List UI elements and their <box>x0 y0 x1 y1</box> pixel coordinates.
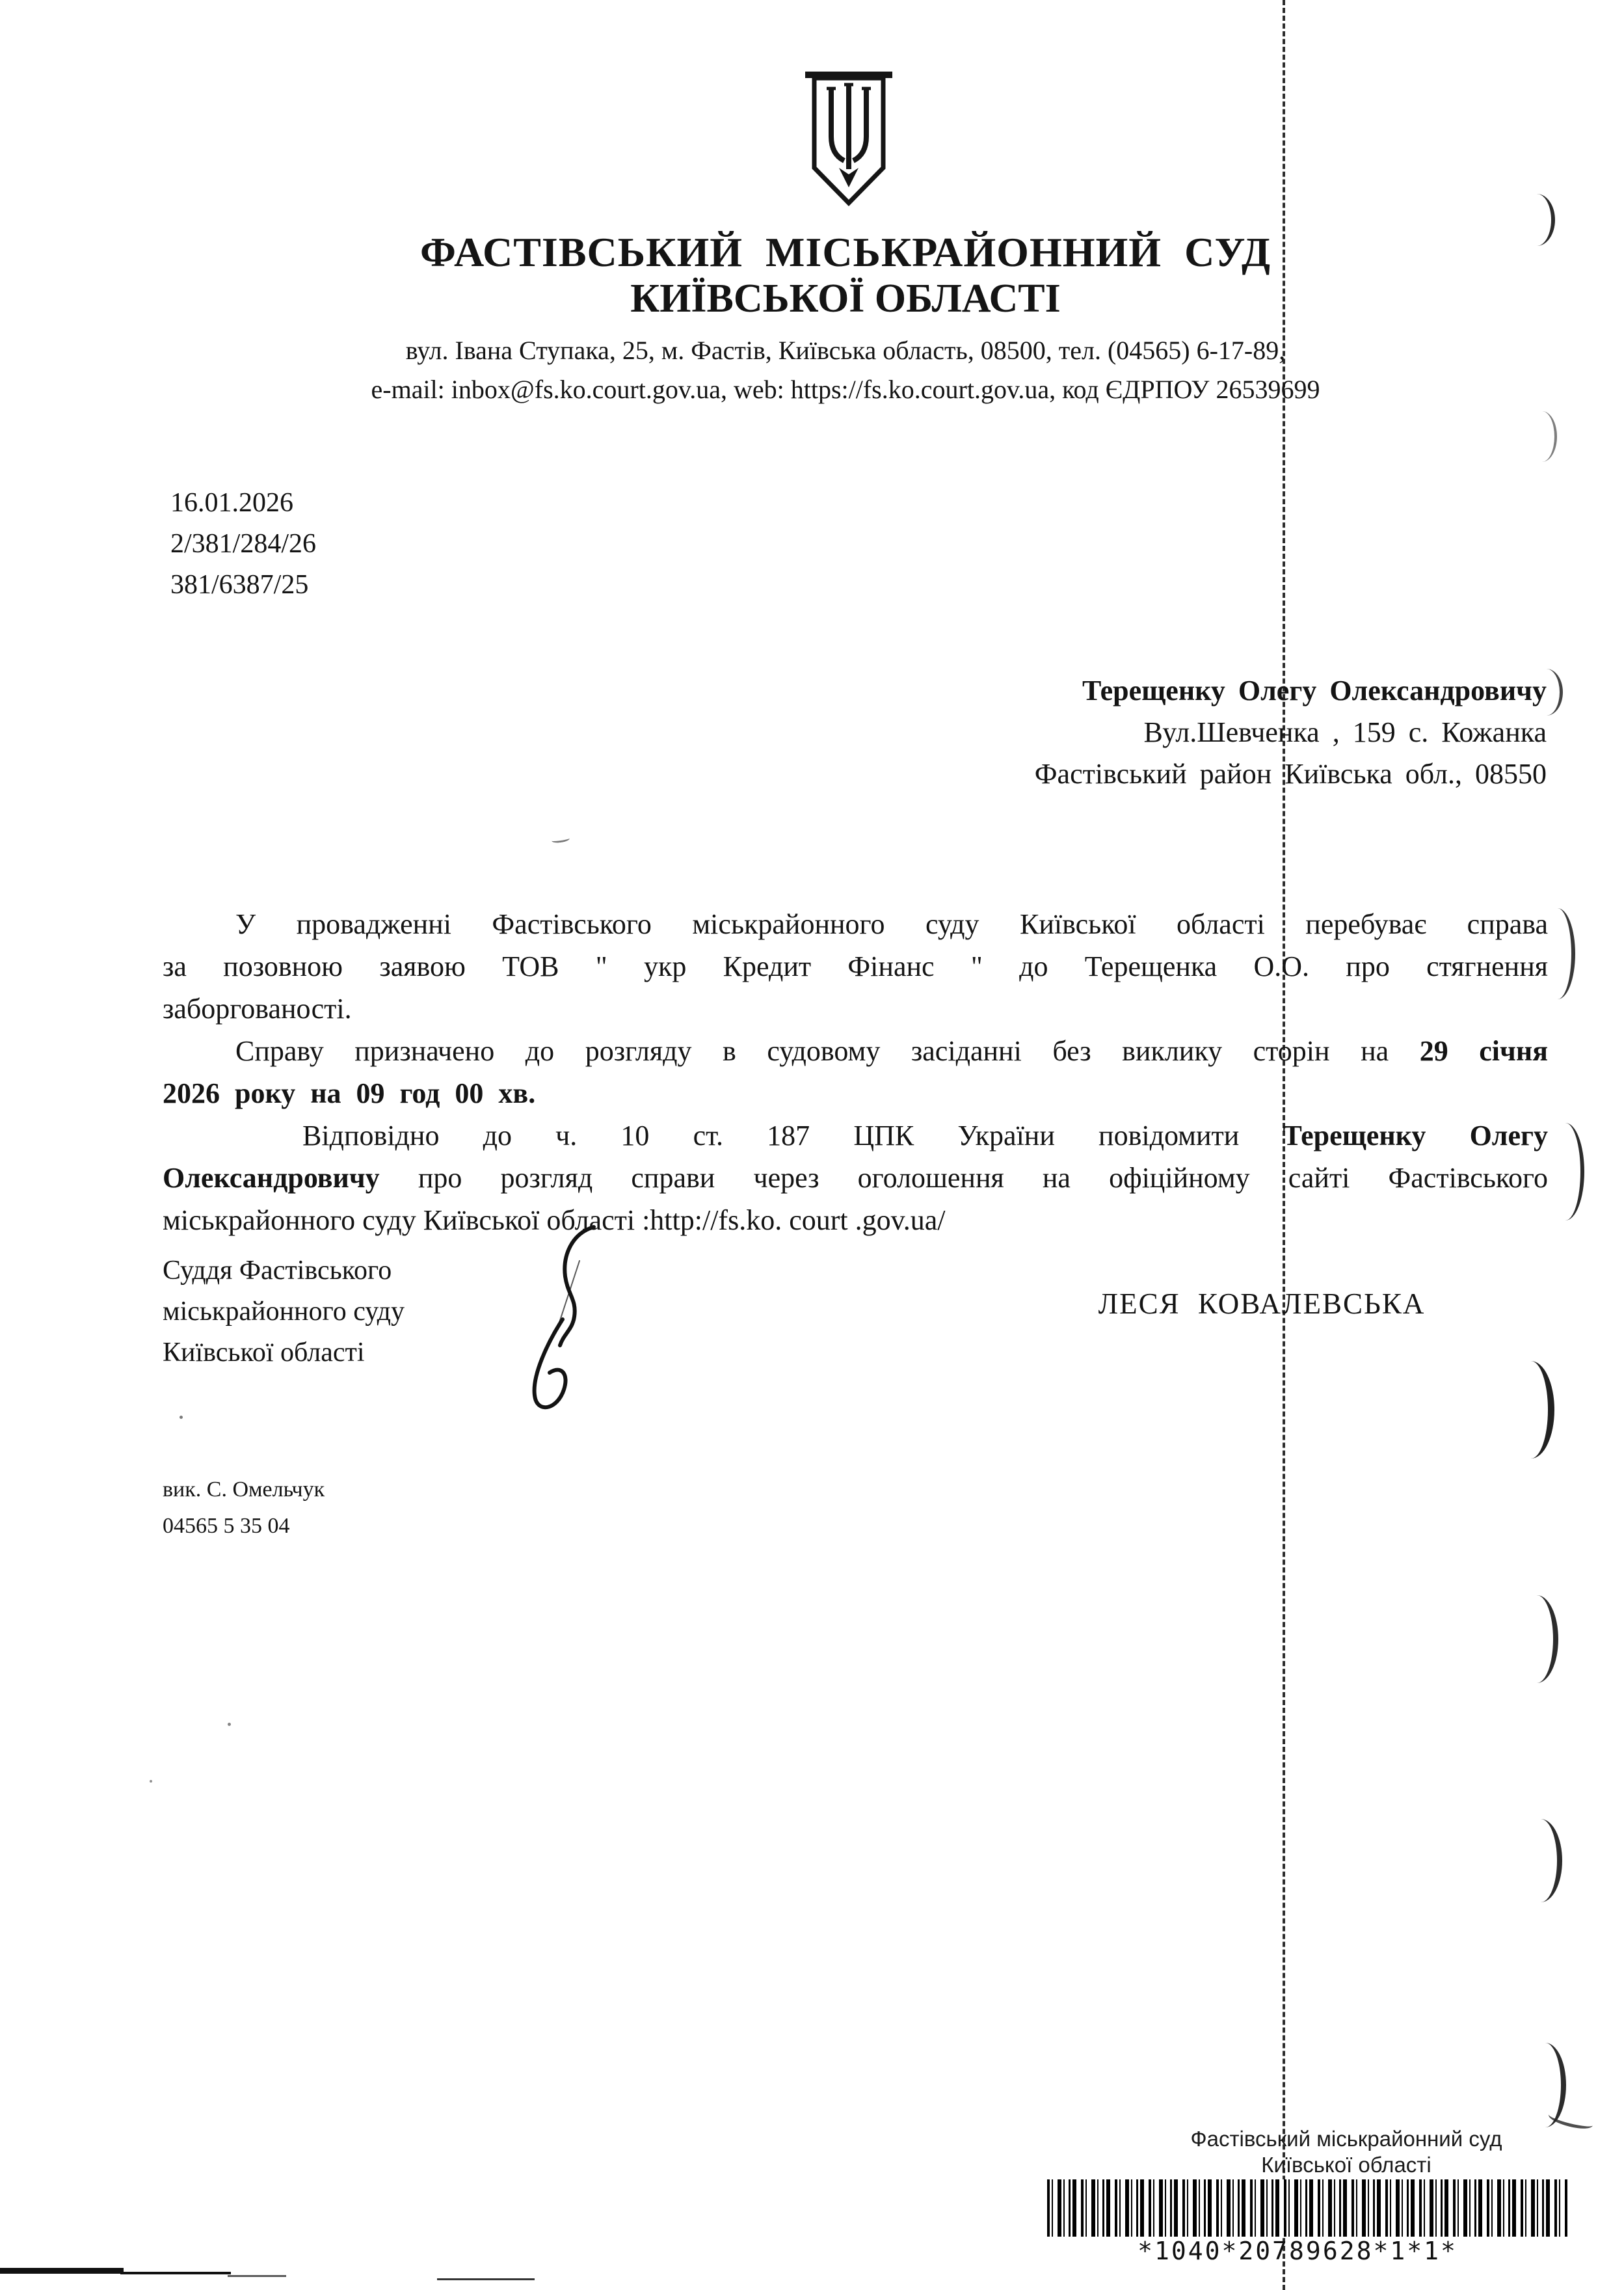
hearing-sentence: Справу призначено до розгляду в судовому засіданні без виклику сторін на <box>235 1035 1420 1067</box>
recipient-name: Терещенку Олегу Олександровичу <box>1082 675 1547 707</box>
body-line: міськрайонного суду Київської області :http://fs.ko. court .gov.ua/ <box>163 1204 946 1236</box>
judge-title-line: Київської області <box>163 1338 365 1367</box>
body-line: за позовною заявою ТОВ " укр Кредит Фінанс " до Терещенка О.О. про стягнення <box>163 950 1548 982</box>
court-name-line2: КИЇВСЬКОЇ ОБЛАСТІ <box>630 276 1061 321</box>
body-line: заборгованості. <box>163 993 352 1025</box>
judge-name: ЛЕСЯ КОВАЛЕВСЬКА <box>1098 1287 1426 1320</box>
recipient-street: Вул.Шевченка , 159 с. Кожанка <box>1143 716 1547 748</box>
scan-artifact-arc <box>1547 1123 1584 1220</box>
letter-body <box>163 903 1548 1241</box>
judge-title-line: міськрайонного суду <box>163 1297 405 1327</box>
court-address-line: вул. Івана Ступака, 25, м. Фастів, Київська область, 08500, тел. (04565) 6-17-89, <box>405 336 1286 365</box>
notified-name-part2: Олександровичу <box>163 1162 380 1194</box>
executor-name: вик. С. Омельчук <box>163 1477 325 1502</box>
judge-handwritten-signature <box>517 1222 628 1417</box>
judge-title-block <box>163 1250 405 1373</box>
scan-artifact-speck <box>552 835 570 844</box>
proceeding-number: 381/6387/25 <box>170 570 309 600</box>
executor-block <box>163 1472 325 1544</box>
notice-sentence-cont: про розгляд справи через оголошення на офіційному сайті Фастівського <box>379 1162 1548 1194</box>
notice-sentence: Відповідно до ч. 10 ст. 187 ЦПК України повідомити <box>302 1120 1283 1152</box>
body-line <box>163 1072 1548 1114</box>
scan-edge-line <box>0 2268 124 2274</box>
scan-artifact-speck <box>150 1780 152 1783</box>
body-line <box>163 1157 1548 1199</box>
footer-court-line1: Фастівський міськрайонний суд <box>1190 2127 1502 2151</box>
scan-edge-line <box>228 2275 286 2277</box>
recipient-block <box>670 670 1547 795</box>
scan-artifact-arc <box>1530 669 1563 716</box>
barcode-text: *1040*20789628*1*1* <box>1138 2237 1458 2265</box>
scan-artifact-arc <box>1527 411 1557 462</box>
hearing-date-part1: 29 січня <box>1419 1035 1548 1067</box>
executor-phone: 04565 5 35 04 <box>163 1514 290 1538</box>
court-contacts-line: e-mail: inbox@fs.ko.court.gov.ua, web: https://fs.ko.court.gov.ua, код ЄДРПОУ 26539699 <box>371 375 1320 404</box>
body-line <box>163 1114 1548 1157</box>
recipient-district: Фастівський район Київська обл., 08550 <box>1034 758 1547 790</box>
court-name-line1: ФАСТІВСЬКИЙ МІСЬКРАЙОННИЙ СУД <box>420 229 1271 275</box>
hearing-date-part2: 2026 року на 09 год 00 хв. <box>163 1077 536 1109</box>
footer-court-line2: Київської області <box>1261 2153 1431 2177</box>
scan-edge-line <box>437 2278 535 2280</box>
reference-block <box>170 483 316 606</box>
scan-artifact-arc <box>1519 1819 1562 1902</box>
scan-artifact-arc <box>1508 1361 1554 1459</box>
scan-edge-line <box>120 2272 231 2274</box>
case-number: 2/381/284/26 <box>170 529 317 559</box>
judge-title-line: Суддя Фастівського <box>163 1256 392 1286</box>
body-line: У провадженні Фастівського міськрайонного суду Київської області перебуває справа <box>235 908 1548 940</box>
scan-artifact-speck <box>180 1416 183 1419</box>
notified-name-part1: Терещенку Олегу <box>1283 1120 1548 1152</box>
ukraine-trident-emblem <box>805 72 892 209</box>
scan-artifact-arc <box>1540 908 1575 999</box>
letter-date: 16.01.2026 <box>170 488 293 518</box>
body-line <box>163 1030 1548 1072</box>
scan-artifact-arc <box>1519 194 1555 246</box>
scan-artifact-speck <box>228 1723 231 1726</box>
scan-artifact-arc <box>1515 1595 1558 1683</box>
footer-court-name <box>1021 2126 1624 2178</box>
case-barcode <box>1047 2179 1567 2237</box>
